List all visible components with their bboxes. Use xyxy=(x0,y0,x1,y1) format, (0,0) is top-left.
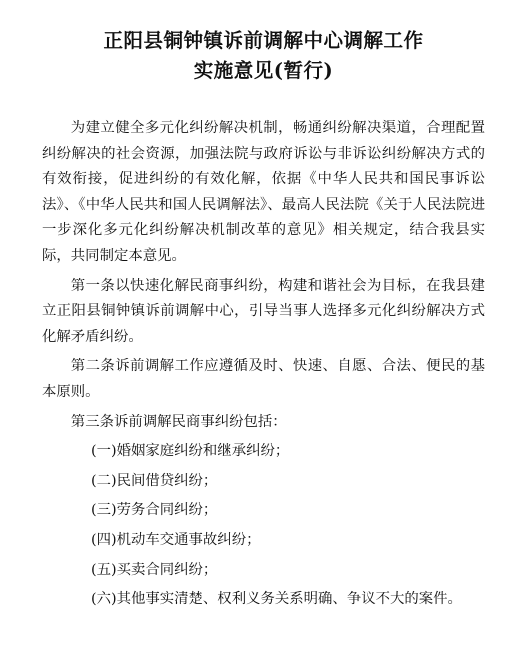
preamble-paragraph: 为建立健全多元化纠纷解决机制，畅通纠纷解决渠道，合理配置纠纷解决的社会资源，加强法院与政府诉讼与非诉讼纠纷解决方式的有效衔接，促进纠纷的有效化解，依据《中华人民共和国民事诉讼法》、《中华人民共和国人民调解法》、最高人民法院《关于人民法院进一步深化多元化纠纷解决机制改革的意见》相关规定，结合我县实际，共同制定本意见。 xyxy=(42,120,485,264)
article-1-paragraph: 第一条以快速化解民商事纠纷，构建和谐社会为目标，在我县建立正阳县铜钟镇诉前调解中心，引导当事人选择多元化纠纷解决方式化解矛盾纠纷。 xyxy=(42,277,485,345)
article-3-paragraph: 第三条诉前调解民商事纠纷包括： xyxy=(70,413,287,430)
title-line-1: 正阳县铜钟镇诉前调解中心调解工作 xyxy=(103,29,424,52)
list-item: (六)其他事实清楚、权利义务关系明确、争议不大的案件。 xyxy=(90,591,462,608)
list-item: (四)机动车交通事故纠纷； xyxy=(90,531,261,548)
article-2-paragraph: 第二条诉前调解工作应遵循及时、快速、自愿、合法、便民的基本原则。 xyxy=(42,358,485,400)
list-item: (五)买卖合同纠纷； xyxy=(90,561,218,578)
document-body xyxy=(42,116,485,613)
document-title xyxy=(42,26,485,86)
list-item: (一)婚姻家庭纠纷和继承纠纷； xyxy=(90,443,290,460)
list-item: (二)民间借贷纠纷； xyxy=(90,472,218,489)
title-line-2: 实施意见(暂行) xyxy=(193,59,334,82)
list-item: (三)劳务合同纠纷； xyxy=(90,502,218,519)
